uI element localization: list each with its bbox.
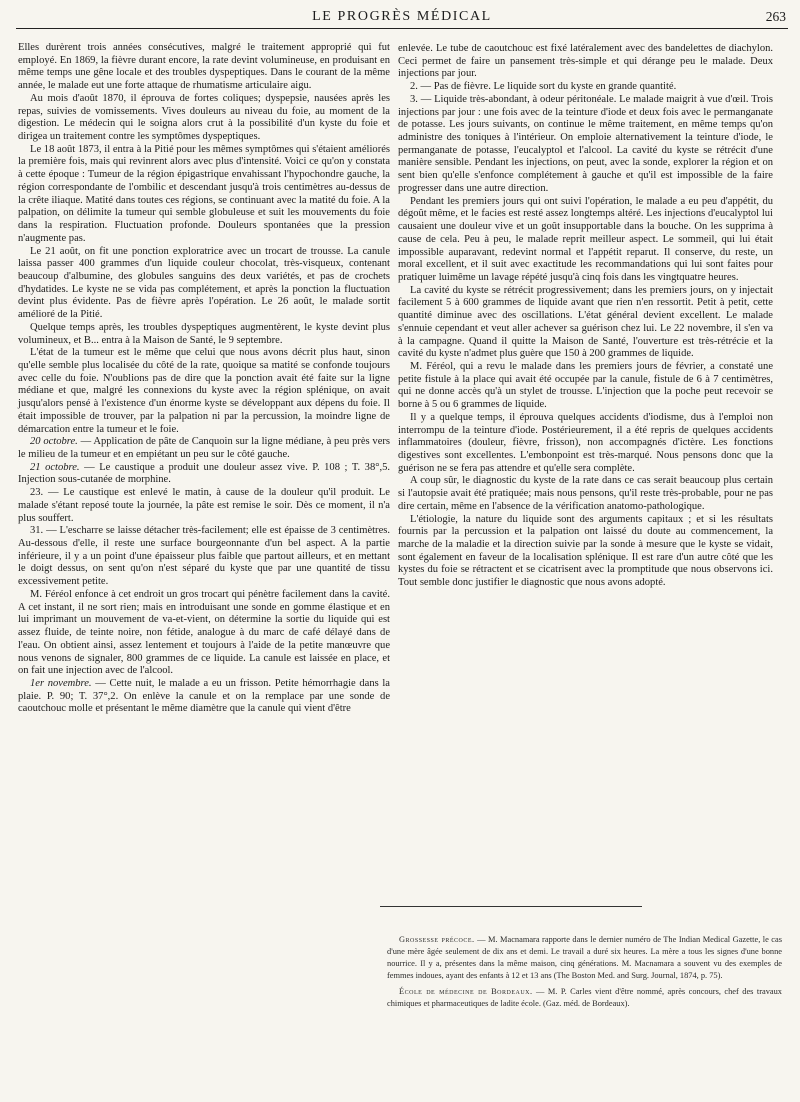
date-lead: 21 octobre. <box>30 461 80 473</box>
section-divider <box>380 906 642 907</box>
paragraph: 23. — Le caustique est enlevé le matin, à cause de la douleur qu'il produit. Le malade s'étant reposé toute la journée, la pâte est remise le soir. Dès ce moment, il n'a plus souffert. <box>18 487 390 524</box>
news-item-text: — M. Macnamara rapporte dans le dernier numéro de The Indian Medical Gazette, le cas d'une mère âgée seulement de dix ans et demi. Le travail a duré six heures. La mère a tous les signes d'une bonne nourrice. Il y a, présentes dans la même maison, cinq générations. M. Macnamara a souvent vu des exemples de femmes indoues, ayant des enfants à 12 et 13 ans (The Boston Med. and Surg. Journal, 1874, p. 75). <box>387 935 782 980</box>
paragraph: L'étiologie, la nature du liquide sont des arguments capitaux ; et si les résultats fournis par la percussion et la palpation ont laissé du doute au commencement, la marche de la maladie et la direction suivie par la sonde à mesure que le kyste se vidait, sont également en faveur de la localisation splénique. Il est rare d'un autre côté que les kystes du foie se rétractent et se cicatrisent avec la promptitude que nous observons ici. Tout semble donc justifier le diagnostic que nous avons adopté. <box>398 513 773 589</box>
paragraph: La cavité du kyste se rétrécit progressivement; dans les premiers jours, on y injectait facilement 5 à 600 grammes de liquide avant que rien n'en ressortit. Petit à petit, cette quantité diminue avec des oscillations. L'état général devient excellent. Le malade s'ennuie cependant et veut aller achever sa guérison chez lui. Le 22 novembre, il s'en va à la campagne. Quand il quitte la Maison de Santé, l'ouverture est très-rétrécie et la cavité du kyste n'admet plus guère que 150 à 200 grammes de liquide. <box>398 284 773 360</box>
paragraph: A coup sûr, le diagnostic du kyste de la rate dans ce cas serait beaucoup plus certain si l'autopsie avait été pratiquée; mais nous pensons, qu'il reste très-probable, pour ne pas dire certain, même en l'absence de la vérification anatomo-pathologique. <box>398 475 773 512</box>
paragraph-text: — Application de pâte de Canquoin sur la ligne médiane, à peu près vers le milieu de la tumeur et en empiétant un peu sur le côté gauche. <box>18 436 390 460</box>
paragraph-text: — Cette nuit, le malade a eu un frisson. Petite hémorrhagie dans la plaie. P. 90; T. 37°,2. On enlève la canule et on la remplace par une sonde de caoutchouc molle et présentant le même diamètre que la canule qui vient d'être <box>18 677 390 715</box>
paragraph: Pendant les premiers jours qui ont suivi l'opération, le malade a eu peu d'appétit, du dégoût même, et le facies est resté assez longtemps altéré. Les injections d'eucalyptol lui causaient une douleur vive et un goût insupportable dans la bouche. On les supprima à cause de cela. Peu à peu, le malade reprit meilleur aspect. Le sommeil, qui lui était impossible auparavant, redevint normal et l'appétit reparut. Il conserve, du reste, un moral excellent, et il suit avec exactitude les recommandations qui lui sont faites pour pratiquer luimême un lavage répété jusqu'à cinq fois dans les vingtquatre heures. <box>398 195 773 283</box>
news-item <box>387 934 782 982</box>
paragraph: L'état de la tumeur est le même que celui que nous avons décrit plus haut, sinon qu'elle semble plus localisée du côté de la rate, quoique sa matité se confonde toujours avec celle du foie. N'oublions pas de dire que la ponction avait été faite sur la ligne médiane et que, malgré les connexions du kyste avec la région splénique, on avait jusqu'alors pensé à l'existence d'un énorme kyste se développant aux dépens du foie. Il était impossible de trouver, par la palpation ni par la percussion, la moindre ligne de démarcation entre la tumeur et le foie. <box>18 347 390 435</box>
date-lead: 20 octobre. <box>30 436 78 448</box>
paragraph: enlevée. Le tube de caoutchouc est fixé latéralement avec des bandelettes de diachylon. Ceci permet de faire un pansement très-simple et qui dérange peu le malade. Deux injections par jour. <box>398 43 773 80</box>
paragraph: 2. — Pas de fièvre. Le liquide sort du kyste en grande quantité. <box>410 81 677 93</box>
right-column <box>398 43 773 590</box>
news-item-heading: Grossesse précoce. <box>399 935 475 944</box>
page-header <box>16 6 788 29</box>
paragraph: 3. — Liquide très-abondant, à odeur péritonéale. Le malade maigrit à vue d'œil. Trois injections par jour : une fois avec de la teinture d'iode et deux fois avec le permanganate de potasse. Les jours suivants, on continue le même traitement, en même temps qu'on administre des toniques à l'intérieur. On emploie alternativement la teinture d'iode, le permanganate de potasse, l'eucalyptol et l'alcool. La cavité du kyste se rétrécit d'une manière sensible. Pendant les injections, on peut, avec la sonde, explorer la région et on sent bien qu'elle s'enfonce complétement à gauche et qu'il est impossible de la faire progresser dans une autre direction. <box>398 93 773 194</box>
date-lead: 1er novembre. <box>30 677 92 689</box>
paragraph <box>18 436 390 461</box>
news-notes <box>387 934 782 1013</box>
paragraph: Le 18 août 1873, il entra à la Pitié pour les mêmes symptômes qui s'étaient améliorés la première fois, mais qui revinrent alors avec plus d'intensité. Voici ce qu'on y constata à cette époque : Tumeur de la région épigastrique envahissant l'hypochondre gauche, la région correspondante de l'ombilic et descendant jusqu'à trois centimètres au-dessus de la crête iliaque. Matité dans toutes ces régions, se continuant avec la matité du foie. A la palpation, on délimite la tumeur qui semble globuleuse et suit les mouvements du foie dans la respiration. Fluctuation profonde. Douleurs spontanées que la pression n'augmente pas. <box>18 143 390 244</box>
paragraph: Il y a quelque temps, il éprouva quelques accidents d'iodisme, dus à l'emploi non interrompu de la teinture d'iode. Postérieurement, il a été repris de quelques accidents inflammatoires (douleur, fièvre, frisson), non accompagnés d'ictère. Les fonctions digestives sont excellentes. L'embonpoint est très-marqué. Nous pensons donc que la guérison ne se fera pas attendre et qu'elle sera complète. <box>398 411 773 474</box>
left-column <box>18 42 390 716</box>
page-number: 263 <box>765 9 786 24</box>
paragraph: M. Féréol, qui a revu le malade dans les premiers jours de février, a constaté une petite fistule à la place qui avait été occupée par la canule, fistule de 6 à 7 centimètres, qui ne donne accès qu'à un stylet de trousse. L'injection que la poche peut recevoir se borne à 5 ou 6 grammes de liquide. <box>398 360 773 411</box>
paragraph: Le 21 août, on fit une ponction exploratrice avec un trocart de trousse. La canule laissa passer 400 grammes d'un liquide couleur chocolat, très-visqueux, contenant beaucoup d'albumine, des globules sanguins des deux variétés, et pas de crochets d'hydatides. Le kyste ne se vida pas complétement, et après la ponction la fluctuation devint plus évidente. Pas de fièvre après l'opération. Le 26 août, le malade sortit amélioré de la Pitié. <box>18 245 390 321</box>
journal-title: LE PROGRÈS MÉDICAL <box>312 9 492 24</box>
paragraph: Elles durèrent trois années consécutives, malgré le traitement approprié qui fut employé. En 1869, la fièvre durant encore, la rate devint volumineuse, en produisant en même temps une gêne locale et des troubles dyspeptiques. Dans le courant de la même année, le malade eut une forte attaque de rhumatisme articulaire aigu. <box>18 42 390 92</box>
paragraph <box>18 462 390 487</box>
paragraph: Au mois d'août 1870, il éprouva de fortes coliques; dyspepsie, nausées après les repas, suivies de vomissements. Vives douleurs au niveau du foie, au moment de la digestion. Le médecin qui le soigna alors crut à la possibilité d'un kyste du foie et dirigea un traitement contre les symptômes dyspeptiques. <box>18 92 390 143</box>
paragraph: 31. — L'escharre se laisse détacher très-facilement; elle est épaisse de 3 centimètres. Au-dessous d'elle, il reste une surface bourgeonnante d'un bel aspect. A la partie inférieure, il y a un point d'une épaisseur plus faible que partout ailleurs, et en mettant le doigt dessus, on sent qu'on n'est séparé du kyste que par une quantité de tissu excessivement petite. <box>18 525 390 588</box>
paragraph: Quelque temps après, les troubles dyspeptiques augmentèrent, le kyste devint plus volumineux, et B... entra à la Maison de Santé, le 9 septembre. <box>18 321 390 346</box>
news-item-heading: École de médecine de Bordeaux. <box>399 986 533 996</box>
paragraph: M. Féréol enfonce à cet endroit un gros trocart qui pénètre facilement dans la cavité. A cet instant, il ne sort rien; mais en introduisant une sonde en gomme élastique et en lui imprimant un mouvement de va-et-vient, on détermine la sortie du liquide qui est assez fluide, de teinte noire, non fétide, analogue à du marc de café délayé dans de l'eau. On obtient ainsi, assez lentement et toujours à l'aide de la petite manœuvre que nous venons de signaler, 800 grammes de ce liquide. La canule est laissée en place, et on fait une injection avec de l'alcool. <box>18 588 390 677</box>
paragraph <box>18 678 390 716</box>
news-item-text: — M. P. Carles vient d'être nommé, après concours, chef des travaux chimiques et pharmaceutiques de ladite école. (Gaz. méd. de Bordeaux). <box>387 986 782 1008</box>
news-item <box>387 986 782 1010</box>
paragraph-text: — Le caustique a produit une douleur assez vive. P. 108 ; T. 38°,5. Injection sous-cutanée de morphine. <box>18 461 390 486</box>
